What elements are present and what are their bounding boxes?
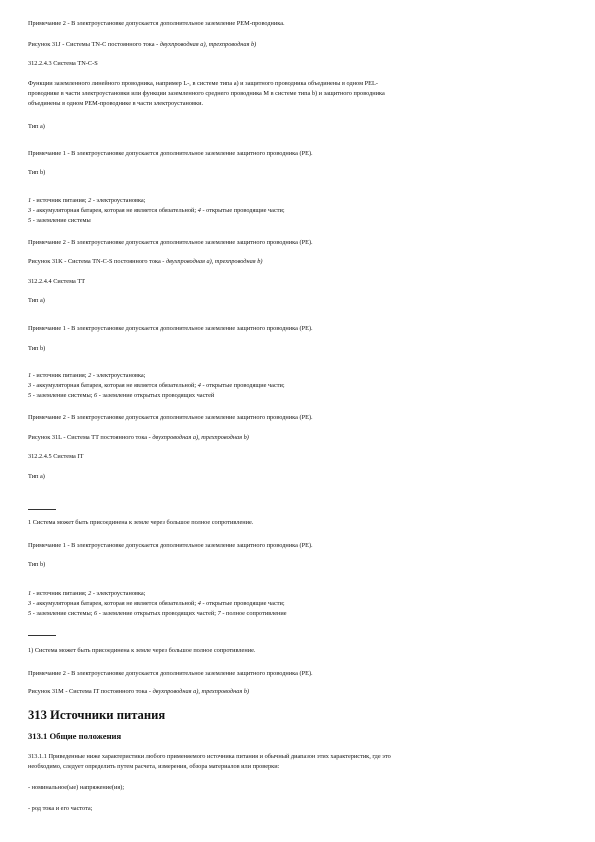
legend-number: 4 [197, 207, 201, 215]
legend-number: 7 [217, 610, 221, 618]
subsection-heading-general: 313.1 Общие положения [28, 731, 122, 741]
section-heading-it: 312.2.4.5 Система IT [28, 453, 84, 460]
type-a-label: Тип a) [28, 123, 45, 130]
legend-number: 3 [28, 207, 32, 215]
paragraph-characteristics: 313.1.1 Приведенные ниже характеристики любого применяемого источника питания и обычный диапазон этих характеристик, где это необходимо, следует определить путем расчета, измерения, обзора материалов или проверки: [28, 753, 391, 771]
legend-number: 1 [28, 197, 32, 204]
caption-italic-part: двухпроводная a), трехпроводная b) [165, 258, 263, 265]
footnote-high-impedance: 1 Система может быть присоединена к земле через большое полное сопротивление. [28, 519, 254, 526]
caption-italic-part: двухпроводная a), трехпроводная b) [152, 434, 249, 441]
type-b-label: Тип b) [28, 561, 46, 568]
type-a-label: Тип a) [28, 473, 45, 480]
note-pe-earthing: Примечание 2 - В электроустановке допускается дополнительное заземление защитного проводника (PE). [28, 414, 313, 421]
list-item-rated-voltage: - номинальное(ые) напряжение(ия); [28, 784, 125, 791]
legend-number: 3 [28, 600, 32, 608]
note-pe-earthing: Примечание 1 - В электроустановке допускается дополнительное заземление защитного проводника (PE). [28, 542, 313, 549]
figure-caption-31k: Рисунок 31K - Система TN-C-S постоянного тока - двухпроводная a), трехпроводная b) [28, 258, 263, 265]
legend-number: 2 [88, 197, 92, 204]
figure-caption-31m: Рисунок 31M - Система IT постоянного тока - двухпроводная a), трехпроводная b) [28, 688, 250, 695]
caption-italic-part: двухпроводная a), трехпроводная b) [159, 41, 257, 48]
legend-number: 2 [88, 590, 92, 597]
figure-caption-31j: Рисунок 31J - Системы TN-C постоянного тока - двухпроводная a), трехпроводная b) [28, 41, 257, 48]
figure-legend: 1 - источник питания; 2 - электроустановка; 3 - аккумуляторная батарея, которая не является обязательной; 4 - открытые проводящие части; 5 - заземление системы [28, 197, 285, 225]
footnote-high-impedance: 1) Система может быть присоединена к земле через большое полное сопротивление. [28, 647, 256, 654]
note-pem-earthing: Примечание 2 - В электроустановке допускается дополнительное заземление PEM-проводника. [28, 20, 285, 27]
figure-legend: 1 - источник питания; 2 - электроустановка; 3 - аккумуляторная батарея, которая не является обязательной; 4 - открытые проводящие части; 5 - заземление системы; 6 - заземление открытых проводящих частей; 7 - полное сопротивление [28, 590, 287, 618]
legend-number: 6 [94, 610, 98, 618]
legend-number: 5 [28, 610, 32, 618]
note-pe-earthing: Примечание 2 - В электроустановке допускается дополнительное заземление защитного проводника (PE). [28, 239, 313, 246]
note-pe-earthing: Примечание 2 - В электроустановке допускается дополнительное заземление защитного проводника (PE). [28, 670, 313, 677]
legend-number: 4 [197, 600, 201, 608]
paragraph-tn-c-s-description: Функции заземленного линейного проводника, например L-, в системе типа a) и защитного проводника объединены в одном PEL- проводнике в части электроустановки или функции заземленного среднего проводника M в системе типа b) и защитного проводника объединены в одном PEM-проводнике в части электроустановки. [28, 80, 385, 108]
legend-number: 1 [28, 590, 32, 597]
list-item-current-type: - род тока и его частота; [28, 805, 93, 812]
footnote-separator [28, 509, 56, 510]
footnote-separator [28, 635, 56, 636]
legend-number: 4 [197, 382, 201, 390]
figure-legend: 1 - источник питания; 2 - электроустановка; 3 - аккумуляторная батарея, которая не является обязательной; 4 - открытые проводящие части; 5 - заземление системы; 6 - заземление открытых проводящих частей [28, 372, 285, 400]
legend-number: 5 [28, 392, 32, 400]
section-heading-tn-c-s: 312.2.4.3 Система TN-C-S [28, 60, 98, 67]
note-pe-earthing: Примечание 1 - В электроустановке допускается дополнительное заземление защитного проводника (PE). [28, 325, 313, 332]
type-a-label: Тип a) [28, 297, 45, 304]
legend-number: 2 [88, 372, 92, 379]
note-pe-earthing: Примечание 1 - В электроустановке допускается дополнительное заземление защитного проводника (PE). [28, 150, 313, 157]
type-b-label: Тип b) [28, 345, 46, 352]
legend-number: 6 [94, 392, 98, 400]
caption-italic-part: двухпроводная a), трехпроводная b) [152, 688, 250, 695]
section-heading-tt: 312.2.4.4 Система TT [28, 278, 86, 285]
legend-number: 5 [28, 217, 32, 225]
type-b-label: Тип b) [28, 169, 46, 176]
legend-number: 3 [28, 382, 32, 390]
legend-number: 1 [28, 372, 32, 379]
section-heading-power-sources: 313 Источники питания [28, 708, 166, 722]
figure-caption-31l: Рисунок 31L - Система TT постоянного тока - двухпроводная a), трехпроводная b) [28, 434, 249, 441]
